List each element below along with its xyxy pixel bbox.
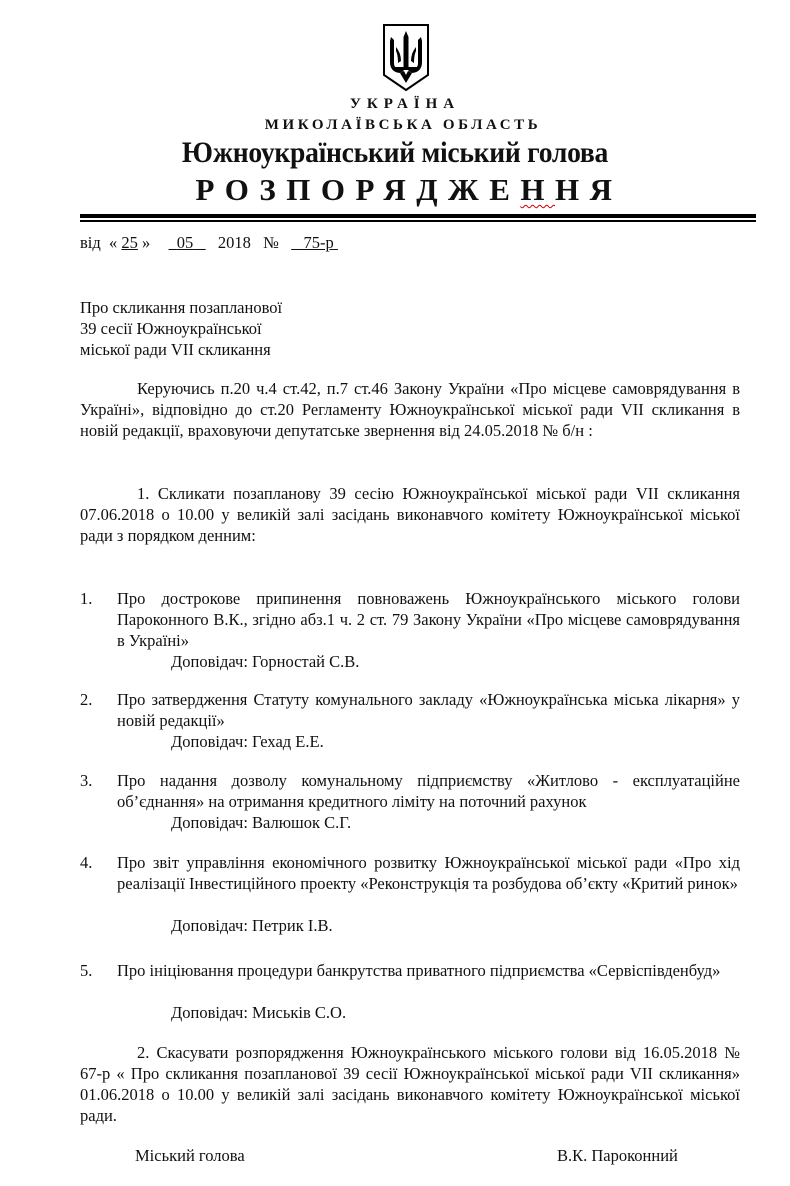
resolution-item-1: [80, 483, 740, 546]
agenda-item-number: 3.: [80, 771, 93, 790]
date-year: 2018: [217, 233, 251, 252]
trident-coat-of-arms-icon: [381, 23, 431, 92]
document-number-value: 75-р: [303, 233, 334, 252]
subject-line: міської ради VII скликання: [80, 340, 271, 359]
agenda-item-speaker: Доповідач: Горностай С.В.: [171, 652, 360, 671]
agenda-item-speaker: Доповідач: Гехад Е.Е.: [171, 732, 324, 751]
item-2-text: 2. Скасувати розпорядження Южноукраїнського міського голови від 16.05.2018 № 67-р « Про скликання позапланової 39 сесії Южноукраїнської міської ради VII скликання» 01.06.2018 о 10.00 у великій залі засідань виконавчого комітету Южноукраїнської міської ради.: [80, 1043, 740, 1125]
country-heading: УКРАЇНА: [349, 96, 461, 112]
signatory-title: Міський голова: [135, 1146, 245, 1165]
agenda-item-text: Про ініціювання процедури банкрутства приватного підприємства «Сервіспівденбуд»: [117, 961, 721, 980]
agenda-item-speaker: Доповідач: Миськів С.О.: [171, 1003, 347, 1022]
header-rule-thin: [80, 220, 756, 222]
agenda-item-text: Про звіт управління економічного розвитку Южноукраїнської міської ради «Про хід реалізації Інвестиційного проекту «Реконструкція та розбудова об’єкту «Критий ринок»: [117, 853, 740, 893]
date-month-value: 05: [176, 233, 194, 252]
subject-line: Про скликання позапланової: [80, 298, 283, 317]
document-type-main: РОЗПОРЯДЖЕ: [195, 172, 521, 207]
subject-line: 39 сесії Южноукраїнської: [80, 319, 262, 338]
date-month: [169, 233, 206, 252]
spellcheck-flagged-letter: Н: [520, 172, 556, 207]
date-day: 25: [121, 233, 138, 252]
open-quote: «: [109, 233, 118, 252]
region-heading: МИКОЛАЇВСЬКА ОБЛАСТЬ: [264, 117, 542, 133]
date-prefix: від: [80, 233, 101, 252]
close-quote: »: [142, 233, 151, 252]
agenda-item-text: Про надання дозволу комунальному підприємству «Житлово - експлуатаційне об’єднання» на отримання кредитного ліміту на поточний рахунок: [117, 771, 740, 811]
agenda-item-text: Про затвердження Статуту комунального закладу «Южноукраїнська міська лікарня» у новій редакції»: [117, 690, 740, 730]
subject-block: [80, 297, 282, 360]
item-1-text: 1. Скликати позапланову 39 сесію Южноукраїнської міської ради VII скликання 07.06.2018 о 10.00 у великій залі засідань виконавчого комітету Южноукраїнської міської ради з порядком денним:: [80, 484, 740, 545]
basis-paragraph: [80, 378, 740, 441]
agenda-item-text: Про дострокове припинення повноважень Южноукраїнського міського голови Пароконного В.К., згідно абз.1 ч. 2 ст. 79 Закону України «Про місцеве самоврядування в Україні»: [117, 589, 740, 650]
agenda-item-speaker: Доповідач: Петрик І.В.: [171, 916, 333, 935]
basis-text: Керуючись п.20 ч.4 ст.42, п.7 ст.46 Закону України «Про місцеве самоврядування в Україні», відповідно до ст.20 Регламенту Южноукраїнської міської ради VII скликання в новій редакції, враховуючи депутатське звернення від 24.05.2018 № б/н :: [80, 379, 740, 440]
agenda-item-number: 4.: [80, 853, 93, 872]
office-heading: Южноукраїнський міський голова: [181, 136, 609, 169]
agenda-item-speaker: Доповідач: Валюшок С.Г.: [171, 813, 352, 832]
number-sign: №: [263, 233, 279, 252]
document-type-heading: [0, 172, 790, 208]
header-rule-thick: [80, 214, 756, 218]
agenda-item-number: 2.: [80, 690, 93, 709]
agenda-item-number: 5.: [80, 961, 93, 980]
signatory-name: В.К. Пароконний: [557, 1146, 678, 1165]
resolution-item-2: [80, 1042, 740, 1126]
agenda-item-number: 1.: [80, 589, 93, 608]
document-type-tail: НЯ: [555, 172, 623, 207]
date-line: [80, 232, 338, 253]
document-number: [291, 233, 338, 252]
